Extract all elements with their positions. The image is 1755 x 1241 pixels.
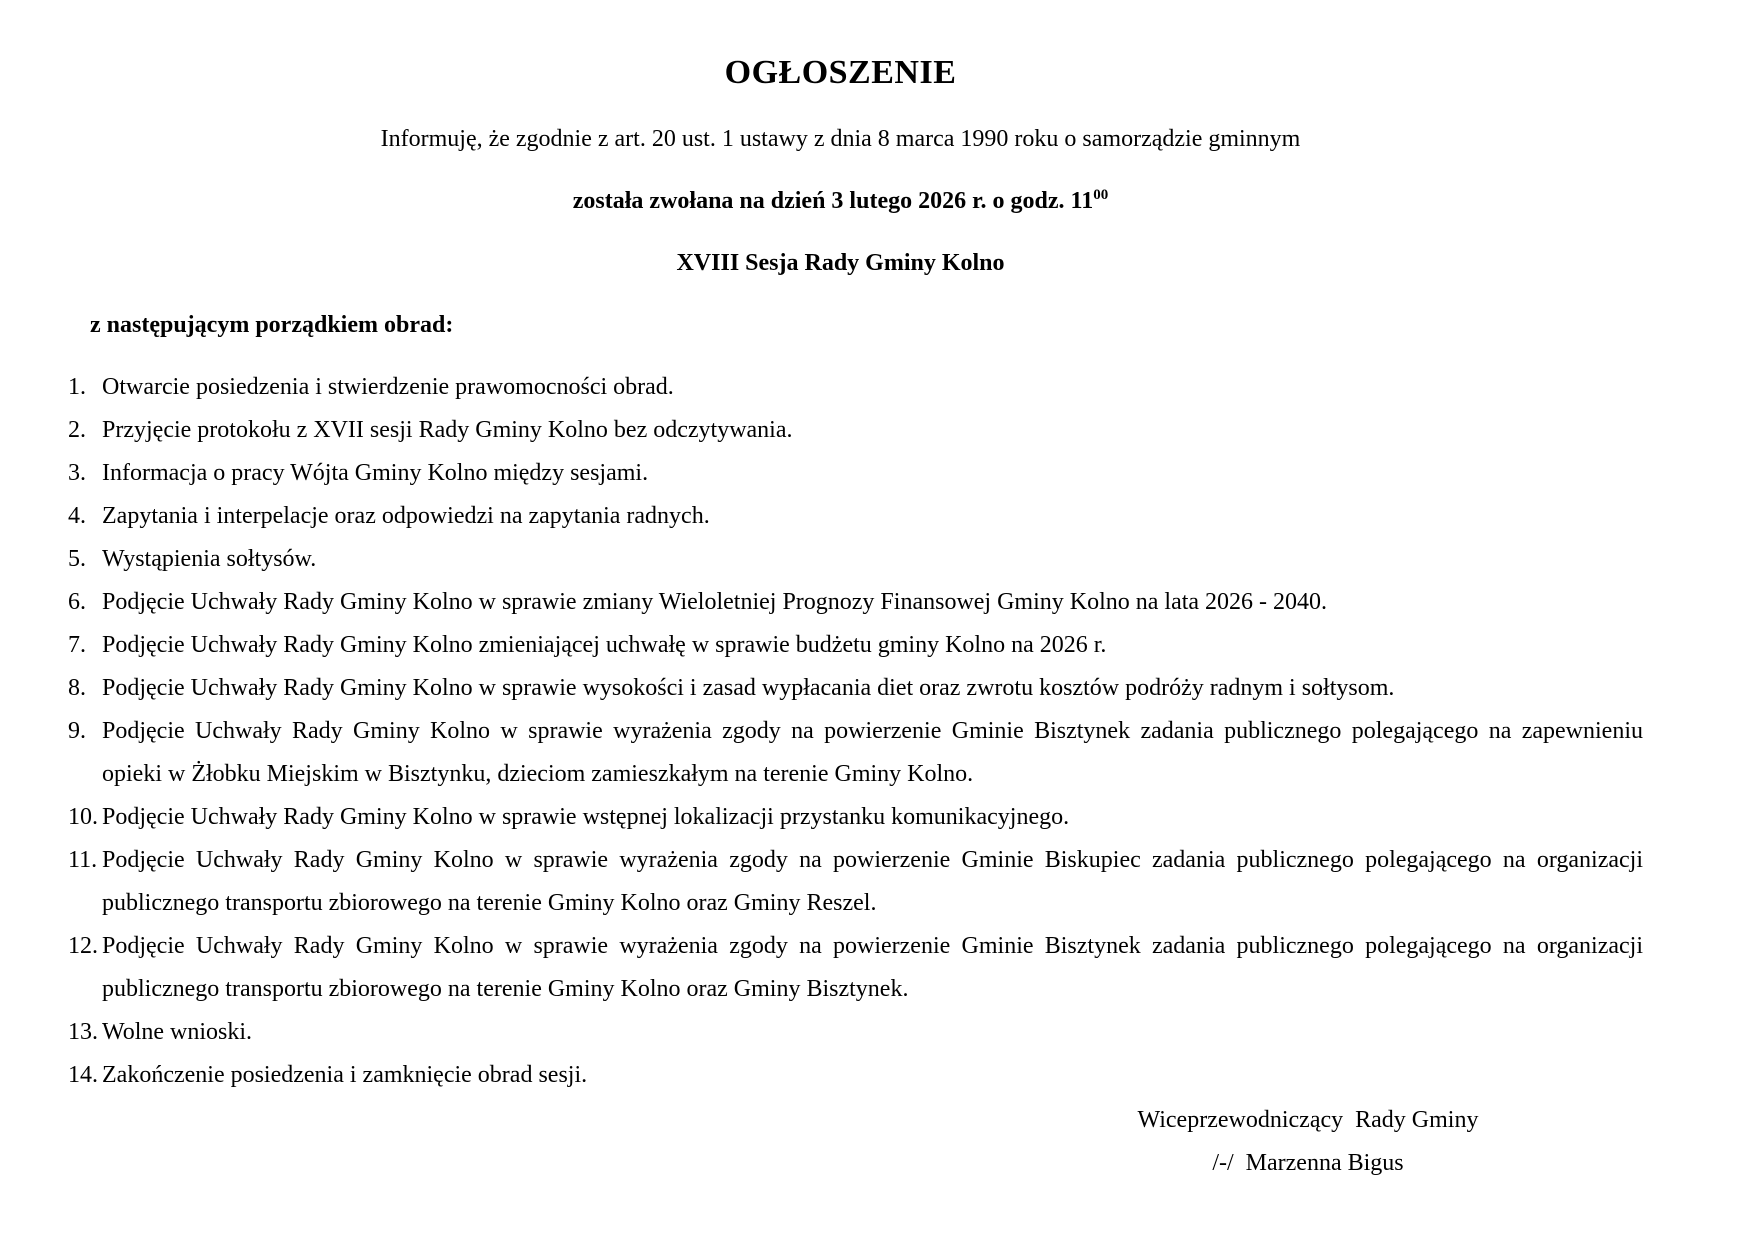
agenda-item-number: 2. bbox=[68, 417, 86, 443]
convocation-text: została zwołana na dzień 3 lutego 2026 r. o godz. 11 bbox=[572, 188, 1094, 214]
signature-block bbox=[1108, 1099, 1508, 1185]
agenda-item-line: Otwarcie posiedzenia i stwierdzenie prawomocności obrad. bbox=[102, 374, 674, 400]
agenda-item bbox=[68, 796, 1643, 839]
agenda-item-number: 7. bbox=[68, 632, 86, 658]
agenda-item bbox=[68, 452, 1643, 495]
agenda-item-line: Przyjęcie protokołu z XVII sesji Rady Gminy Kolno bez odczytywania. bbox=[102, 417, 793, 443]
agenda-item bbox=[68, 925, 1643, 1011]
convocation-line bbox=[68, 186, 1613, 216]
convocation-superscript: 00 bbox=[1093, 187, 1109, 203]
session-title: XVIII Sesja Rady Gminy Kolno bbox=[676, 250, 1005, 276]
agenda-item-line: Wolne wnioski. bbox=[102, 1019, 253, 1045]
agenda-item bbox=[68, 667, 1643, 710]
agenda-item bbox=[68, 1054, 1643, 1097]
agenda-list bbox=[68, 366, 1643, 1097]
agenda-item bbox=[68, 839, 1643, 925]
agenda-item bbox=[68, 538, 1643, 581]
agenda-item-line: Zapytania i interpelacje oraz odpowiedzi na zapytania radnych. bbox=[102, 503, 710, 529]
document-header bbox=[68, 54, 1643, 278]
agenda-item-line: publicznego transportu zbiorowego na terenie Gminy Kolno oraz Gminy Bisztynek. bbox=[102, 976, 909, 1002]
signature-role: Wiceprzewodniczący Rady Gminy bbox=[1137, 1107, 1479, 1133]
agenda-item-line: opieki w Żłobku Miejskim w Bisztynku, dzieciom zamieszkałym na terenie Gminy Kolno. bbox=[102, 761, 974, 787]
signature-name: /-/ Marzenna Bigus bbox=[1212, 1150, 1404, 1176]
agenda-item bbox=[68, 366, 1643, 409]
agenda-item-line: Podjęcie Uchwały Rady Gminy Kolno w sprawie zmiany Wieloletniej Prognozy Finansowej Gminy Kolno na lata 2026 - 2040. bbox=[102, 589, 1328, 615]
agenda-item-number: 12. bbox=[68, 933, 98, 959]
page-title: OGŁOSZENIE bbox=[724, 54, 957, 91]
agenda-item-line: Wystąpienia sołtysów. bbox=[102, 546, 317, 572]
agenda-item-line: Podjęcie Uchwały Rady Gminy Kolno w sprawie wyrażenia zgody na powierzenie Gminie Bisztynek zadania publicznego polegającego na zapewnieniu bbox=[102, 718, 1643, 744]
agenda-item-line: Podjęcie Uchwały Rady Gminy Kolno zmieniającej uchwałę w sprawie budżetu gminy Kolno na 2026 r. bbox=[102, 632, 1107, 658]
agenda-item bbox=[68, 581, 1643, 624]
agenda-item-line: Podjęcie Uchwały Rady Gminy Kolno w sprawie wstępnej lokalizacji przystanku komunikacyjnego. bbox=[102, 804, 1070, 830]
agenda-item-number: 11. bbox=[68, 847, 98, 873]
agenda-item-number: 10. bbox=[68, 804, 98, 830]
agenda-item-number: 9. bbox=[68, 718, 86, 744]
agenda-item-number: 8. bbox=[68, 675, 86, 701]
intro-line: Informuję, że zgodnie z art. 20 ust. 1 ustawy z dnia 8 marca 1990 roku o samorządzie gminnym bbox=[380, 126, 1301, 152]
agenda-heading: z następującym porządkiem obrad: bbox=[90, 312, 454, 338]
agenda-item bbox=[68, 710, 1643, 796]
agenda-item-line: Informacja o pracy Wójta Gminy Kolno między sesjami. bbox=[102, 460, 649, 486]
agenda-item-line: Podjęcie Uchwały Rady Gminy Kolno w sprawie wyrażenia zgody na powierzenie Gminie Biskupiec zadania publicznego polegającego na organizacji bbox=[102, 847, 1643, 873]
agenda-item-number: 3. bbox=[68, 460, 86, 486]
agenda-item-number: 14. bbox=[68, 1062, 98, 1088]
agenda-item-line: Podjęcie Uchwały Rady Gminy Kolno w sprawie wysokości i zasad wypłacania diet oraz zwrotu kosztów podróży radnym i sołtysom. bbox=[102, 675, 1395, 701]
agenda-item-number: 13. bbox=[68, 1019, 98, 1045]
agenda-item-number: 5. bbox=[68, 546, 86, 572]
agenda-item-number: 6. bbox=[68, 589, 86, 615]
agenda-item-number: 4. bbox=[68, 503, 86, 529]
agenda-item bbox=[68, 1011, 1643, 1054]
agenda-item-line: publicznego transportu zbiorowego na terenie Gminy Kolno oraz Gminy Reszel. bbox=[102, 890, 877, 916]
agenda-item bbox=[68, 624, 1643, 667]
agenda-item-line: Podjęcie Uchwały Rady Gminy Kolno w sprawie wyrażenia zgody na powierzenie Gminie Bisztynek zadania publicznego polegającego na organizacji bbox=[102, 933, 1643, 959]
agenda-item bbox=[68, 495, 1643, 538]
agenda-item bbox=[68, 409, 1643, 452]
agenda-item-line: Zakończenie posiedzenia i zamknięcie obrad sesji. bbox=[102, 1062, 588, 1088]
agenda-item-number: 1. bbox=[68, 374, 86, 400]
